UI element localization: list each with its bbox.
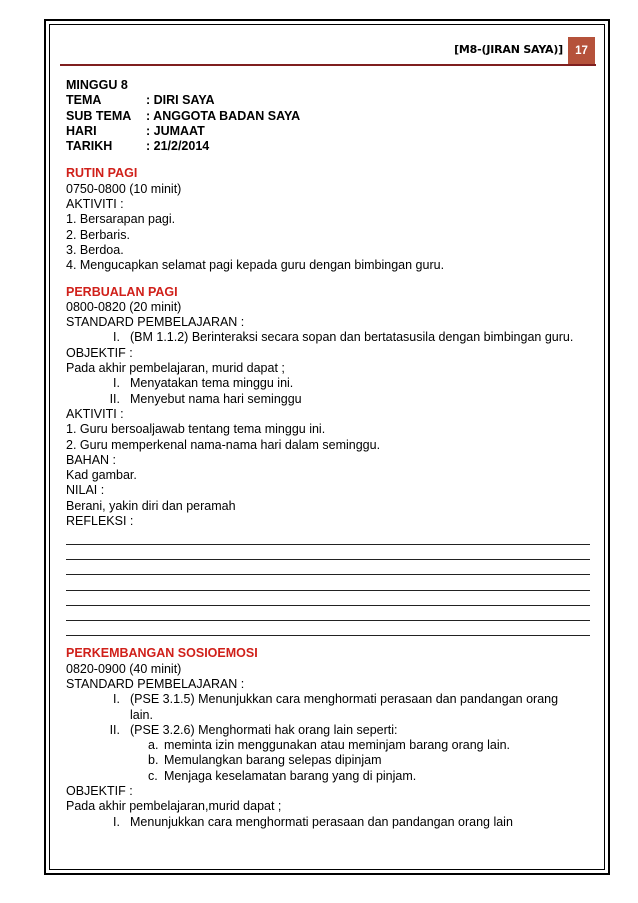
item-number: I.	[113, 376, 120, 391]
item-text: Memulangkan barang selepas dipinjam	[164, 753, 382, 768]
perbualan-obj-label: OBJEKTIF :	[66, 345, 133, 360]
refleksi-line[interactable]	[66, 560, 590, 575]
meta-subtheme	[66, 109, 592, 124]
refleksi-line[interactable]	[66, 591, 590, 606]
meta-day-label: HARI	[66, 123, 97, 138]
list-item	[66, 392, 592, 407]
list-item	[66, 738, 592, 753]
item-number: I.	[113, 692, 120, 707]
sosio-sp-item-2	[66, 723, 592, 738]
item-number: I.	[113, 330, 120, 345]
sosio-sp-item-1-cont: lain.	[130, 707, 153, 722]
perbualan-bahan: Kad gambar.	[66, 468, 137, 483]
item-text: Menyebut nama hari seminggu	[130, 391, 302, 406]
list-item: 1. Guru bersoaljawab tentang tema minggu ini.	[66, 422, 326, 437]
perbualan-nilai: Berani, yakin diri dan peramah	[66, 498, 236, 513]
sosio-obj-label: OBJEKTIF :	[66, 784, 133, 799]
rutin-aktiviti-label: AKTIVITI :	[66, 197, 124, 212]
item-text: (BM 1.1.2) Berinteraksi secara sopan dan bertatasusila dengan bimbingan guru.	[130, 330, 574, 345]
item-text: Menyatakan tema minggu ini.	[130, 376, 294, 391]
section-title-sosioemosi: PERKEMBANGAN SOSIOEMOSI	[66, 646, 258, 661]
meta-subtheme-label: SUB TEMA	[66, 108, 132, 123]
list-item	[66, 376, 592, 391]
item-text: Menjaga keselamatan barang yang di pinjam.	[164, 768, 417, 783]
item-text: Menunjukkan cara menghormati perasaan dan pandangan orang lain	[130, 814, 513, 829]
meta-date-label: TARIKH	[66, 139, 113, 154]
meta-theme-label: TEMA	[66, 93, 102, 108]
meta-theme-value: : DIRI SAYA	[146, 93, 215, 108]
item-text: meminta izin menggunakan atau meminjam barang orang lain.	[164, 738, 511, 753]
refleksi-line[interactable]	[66, 529, 590, 544]
page-number-badge: 17	[568, 37, 595, 64]
refleksi-line[interactable]	[66, 575, 590, 590]
meta-day-value: : JUMAAT	[146, 123, 205, 138]
list-item	[66, 769, 592, 784]
sosio-sp-item-1	[66, 692, 592, 707]
perbualan-bahan-label: BAHAN :	[66, 452, 117, 467]
perbualan-aktiviti-label: AKTIVITI :	[66, 406, 124, 421]
item-number: II.	[109, 391, 120, 406]
meta-date	[66, 139, 592, 154]
item-number: II.	[109, 722, 120, 737]
perbualan-obj-intro: Pada akhir pembelajaran, murid dapat ;	[66, 361, 285, 376]
section-title-perbualan: PERBUALAN PAGI	[66, 284, 178, 299]
item-letter: b.	[148, 753, 159, 768]
perbualan-refleksi-label: REFLEKSI :	[66, 514, 134, 529]
list-item: 4. Mengucapkan selamat pagi kepada guru dengan bimbingan guru.	[66, 258, 445, 273]
item-text: (PSE 3.2.6) Menghormati hak orang lain seperti:	[130, 722, 398, 737]
sosio-sp-label: STANDARD PEMBELAJARAN :	[66, 676, 245, 691]
item-letter: a.	[148, 738, 159, 753]
refleksi-line[interactable]	[66, 606, 590, 621]
meta-theme	[66, 93, 592, 108]
list-item: 2. Guru memperkenal nama-nama hari dalam seminggu.	[66, 437, 381, 452]
list-item: 2. Berbaris.	[66, 227, 130, 242]
meta-week-label: MINGGU 8	[66, 78, 128, 92]
rutin-time: 0750-0800 (10 minit)	[66, 181, 182, 196]
header-title: [M8-(JIRAN SAYA)]	[454, 43, 563, 56]
perbualan-time: 0800-0820 (20 minit)	[66, 299, 182, 314]
perbualan-sp-item	[66, 330, 592, 345]
perbualan-sp-label: STANDARD PEMBELAJARAN :	[66, 315, 245, 330]
meta-subtheme-value: : ANGGOTA BADAN SAYA	[146, 108, 301, 123]
perbualan-nilai-label: NILAI :	[66, 483, 105, 498]
list-item: 1. Bersarapan pagi.	[66, 212, 176, 227]
refleksi-line[interactable]	[66, 545, 590, 560]
document-body	[66, 78, 592, 830]
item-letter: c.	[148, 768, 158, 783]
meta-day	[66, 124, 592, 139]
meta-week	[66, 78, 592, 93]
list-item	[66, 753, 592, 768]
item-text: (PSE 3.1.5) Menunjukkan cara menghormati perasaan dan pandangan orang	[130, 692, 559, 707]
section-title-rutin: RUTIN PAGI	[66, 166, 138, 181]
item-number: I.	[113, 814, 120, 829]
list-item	[66, 815, 592, 830]
list-item: 3. Berdoa.	[66, 242, 124, 257]
refleksi-line[interactable]	[66, 621, 590, 636]
sosio-obj-intro: Pada akhir pembelajaran,murid dapat ;	[66, 799, 282, 814]
sosio-time: 0820-0900 (40 minit)	[66, 661, 182, 676]
header-divider	[60, 64, 596, 66]
meta-date-value: : 21/2/2014	[146, 139, 210, 154]
meta-block	[66, 78, 592, 154]
